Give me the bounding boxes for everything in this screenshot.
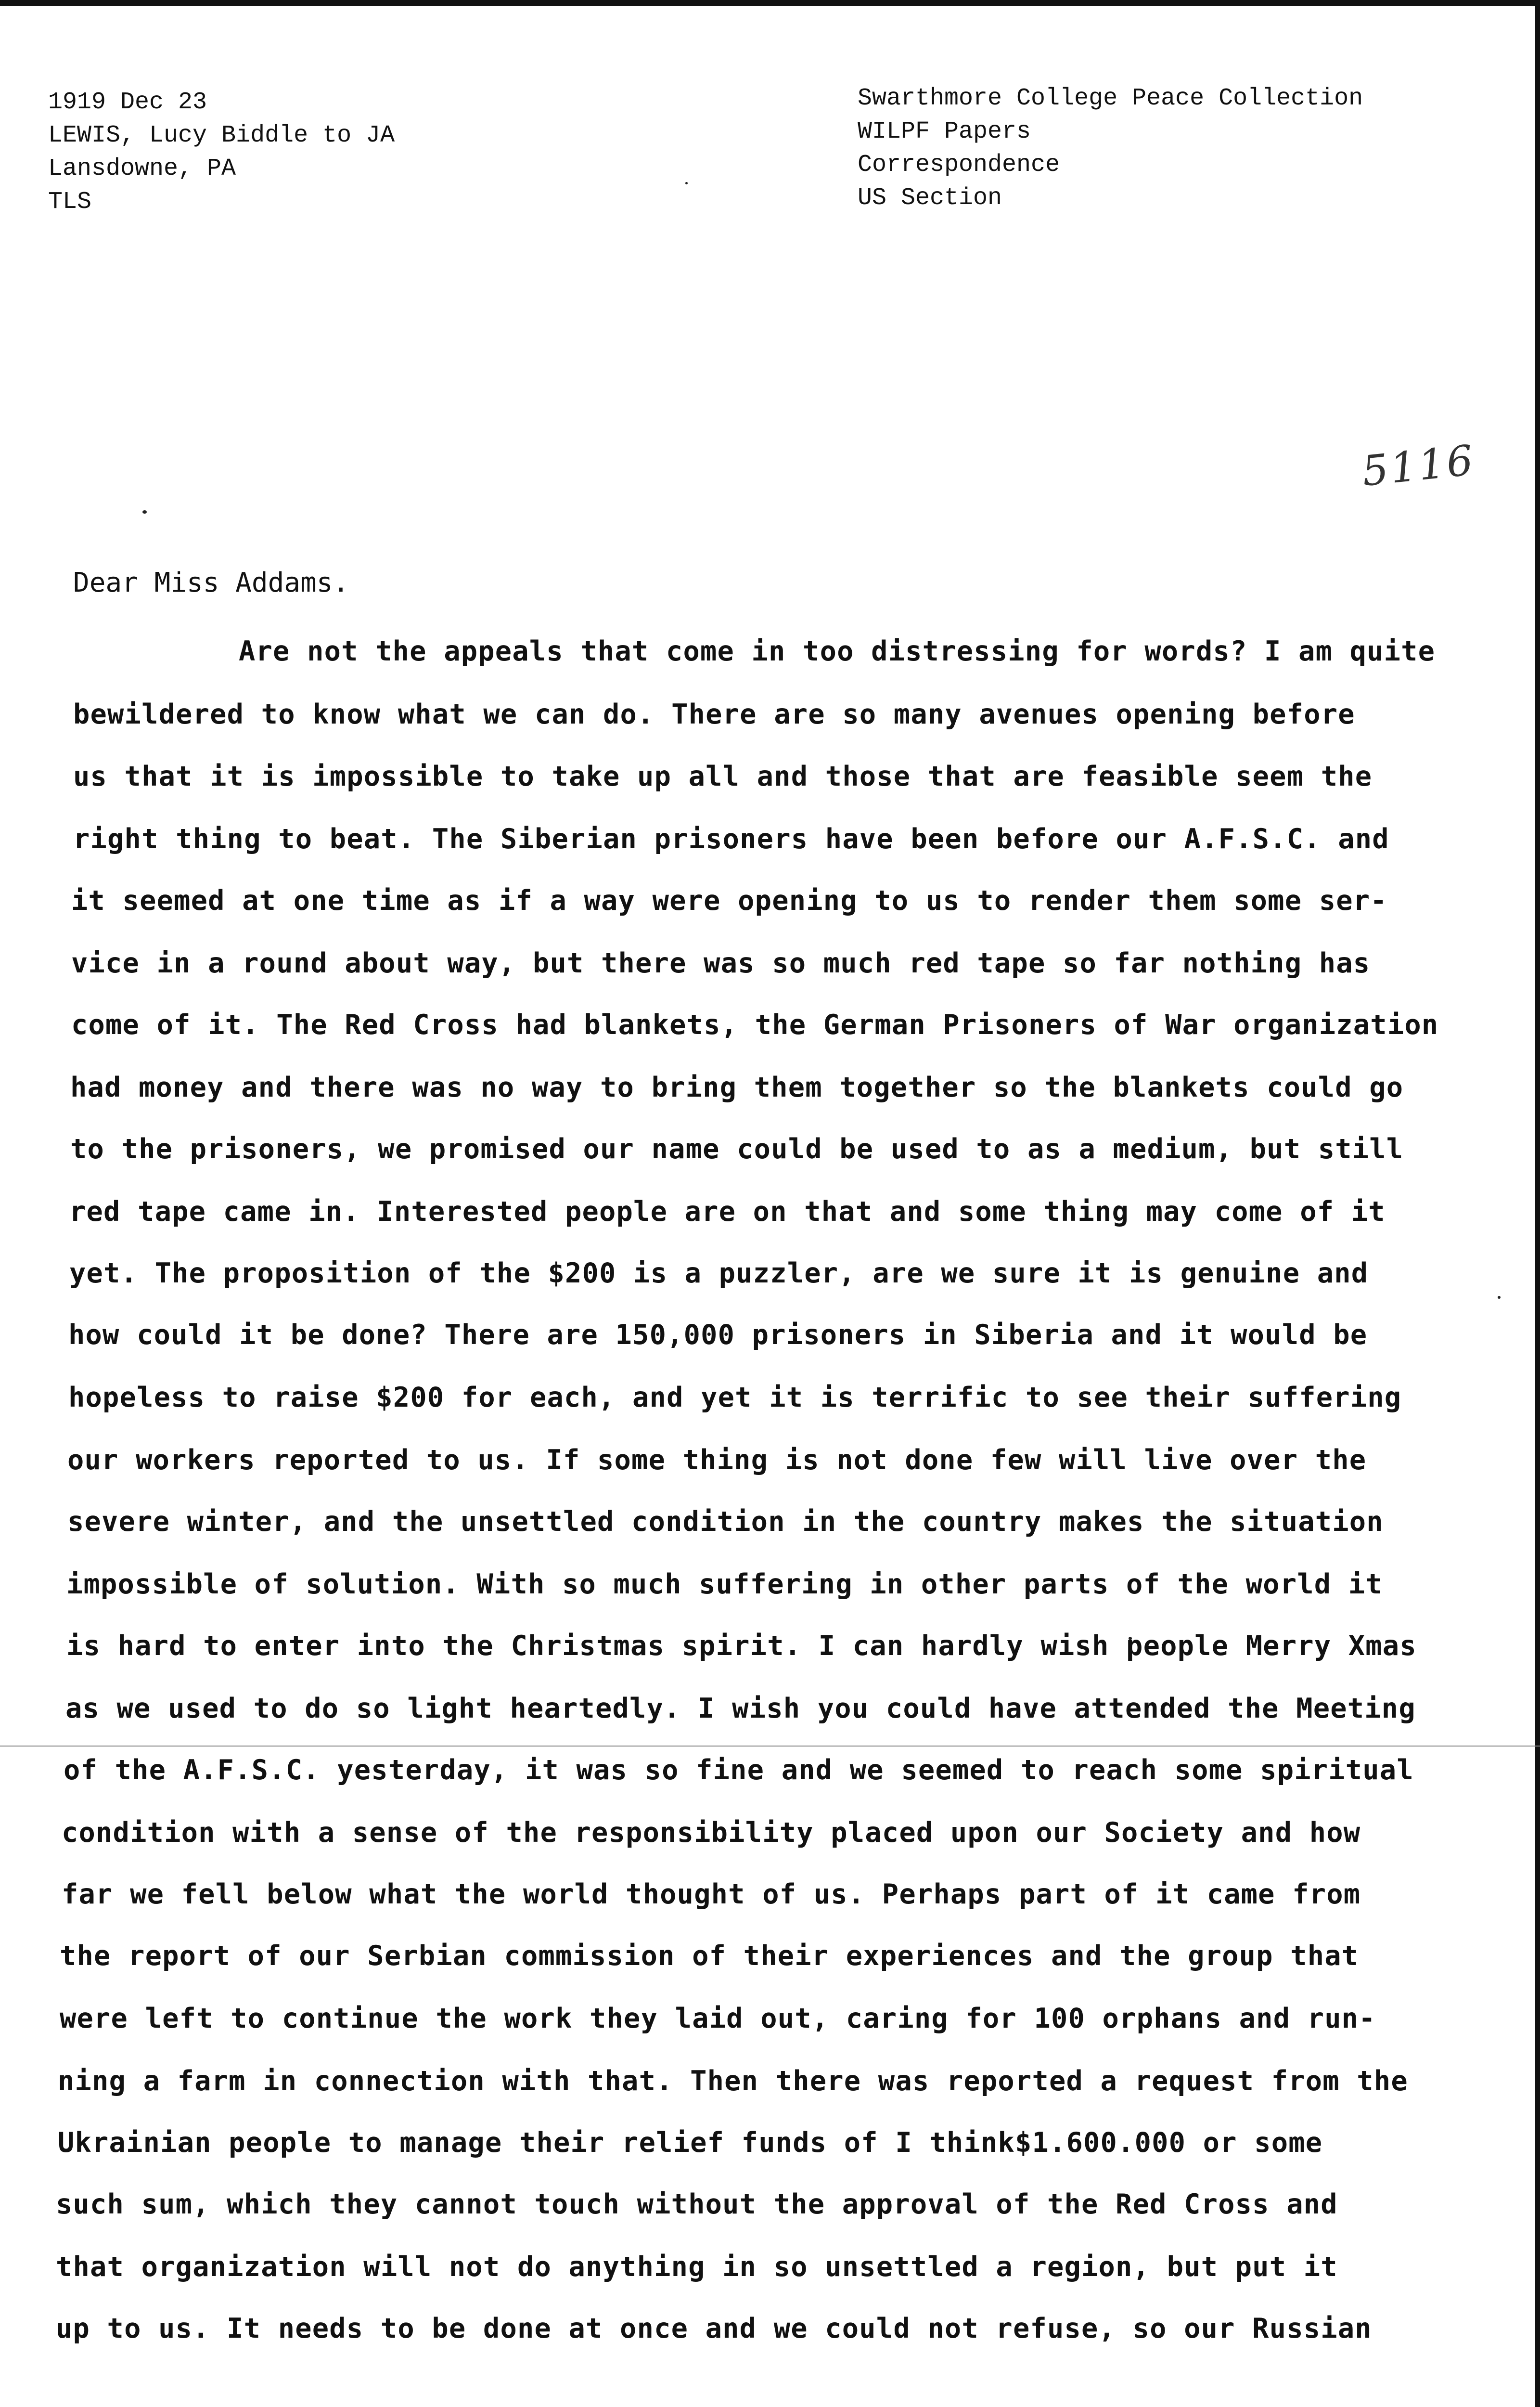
letter-place: Lansdowne, PA	[48, 155, 236, 182]
body-line: it seemed at one time as if a way were opening to us to render them some ser-	[71, 885, 1387, 917]
letter-correspondents: LEWIS, Lucy Biddle to JA	[48, 122, 395, 149]
body-line: how could it be done? There are 150,000 prisoners in Siberia and it would be	[68, 1319, 1368, 1351]
body-line: bewildered to know what we can do. There are so many avenues opening before	[73, 699, 1355, 730]
archive-header-right	[858, 82, 1363, 215]
body-line: Are not the appeals that come in too distressing for words? I am quite	[239, 635, 1436, 667]
collection-papers: WILPF Papers	[858, 118, 1031, 145]
body-line: to the prisoners, we promised our name could be used to as a medium, but still	[70, 1133, 1404, 1165]
collection-series: Correspondence	[858, 151, 1060, 179]
body-line: had money and there was no way to bring them together so the blankets could go	[70, 1072, 1404, 1103]
body-line: is hard to enter into the Christmas spirit. I can hardly wish people Merry Xmas	[66, 1630, 1417, 1662]
body-line: far we fell below what the world thought of us. Perhaps part of it came from	[62, 1878, 1361, 1910]
body-line: of the A.F.S.C. yesterday, it was so fine and we seemed to reach some spiritual	[64, 1754, 1414, 1786]
page-edge-top	[0, 0, 1540, 6]
body-line: us that it is impossible to take up all and those that are feasible seem the	[73, 761, 1373, 792]
body-line: that organization will not do anything in so unsettled a region, but put it	[56, 2251, 1338, 2283]
body-line: yet. The proposition of the $200 is a puzzler, are we sure it is genuine and	[69, 1257, 1369, 1289]
letter-type: TLS	[48, 188, 92, 216]
ink-speck	[685, 182, 688, 184]
ink-speck	[142, 510, 147, 514]
body-line: our workers reported to us. If some thing is not done few will live over the	[67, 1444, 1367, 1476]
archive-header-left	[48, 86, 395, 219]
letter-date: 1919 Dec 23	[48, 89, 207, 116]
body-line: were left to continue the work they laid out, caring for 100 orphans and run-	[60, 2003, 1376, 2034]
body-line: right thing to beat. The Siberian prisoners have been before our A.F.S.C. and	[73, 823, 1389, 855]
body-line: hopeless to raise $200 for each, and yet it is terrific to see their suffering	[68, 1382, 1402, 1413]
scan-line	[0, 1746, 1540, 1747]
body-line: red tape came in. Interested people are on that and some thing may come of it	[69, 1196, 1386, 1228]
body-line: up to us. It needs to be done at once and we could not refuse, so our Russian	[56, 2313, 1372, 2344]
ink-speck	[1498, 1296, 1501, 1299]
collection-name: Swarthmore College Peace Collection	[858, 85, 1363, 112]
body-line: condition with a sense of the responsibility placed upon our Society and how	[62, 1817, 1361, 1849]
body-line: Ukrainian people to manage their relief funds of I think$1.600.000 or some	[58, 2127, 1323, 2159]
body-line: impossible of solution. With so much suffering in other parts of the world it	[66, 1568, 1383, 1600]
body-line: such sum, which they cannot touch without the approval of the Red Cross and	[56, 2188, 1338, 2220]
handwritten-page-mark: 5116	[1360, 436, 1477, 496]
body-line: as we used to do so light heartedly. I wish you could have attended the Meeting	[65, 1693, 1416, 1724]
collection-section: US Section	[858, 184, 1002, 212]
salutation: Dear Miss Addams.	[73, 567, 349, 598]
body-line: vice in a round about way, but there was so much red tape so far nothing has	[71, 947, 1371, 979]
body-line: ning a farm in connection with that. Then there was reported a request from the	[58, 2065, 1408, 2097]
body-line: the report of our Serbian commission of their experiences and the group that	[60, 1940, 1359, 1972]
body-line: come of it. The Red Cross had blankets, the German Prisoners of War organization	[71, 1009, 1439, 1041]
page-edge-right	[1535, 0, 1540, 2407]
body-line: severe winter, and the unsettled condition in the country makes the situation	[67, 1506, 1384, 1538]
